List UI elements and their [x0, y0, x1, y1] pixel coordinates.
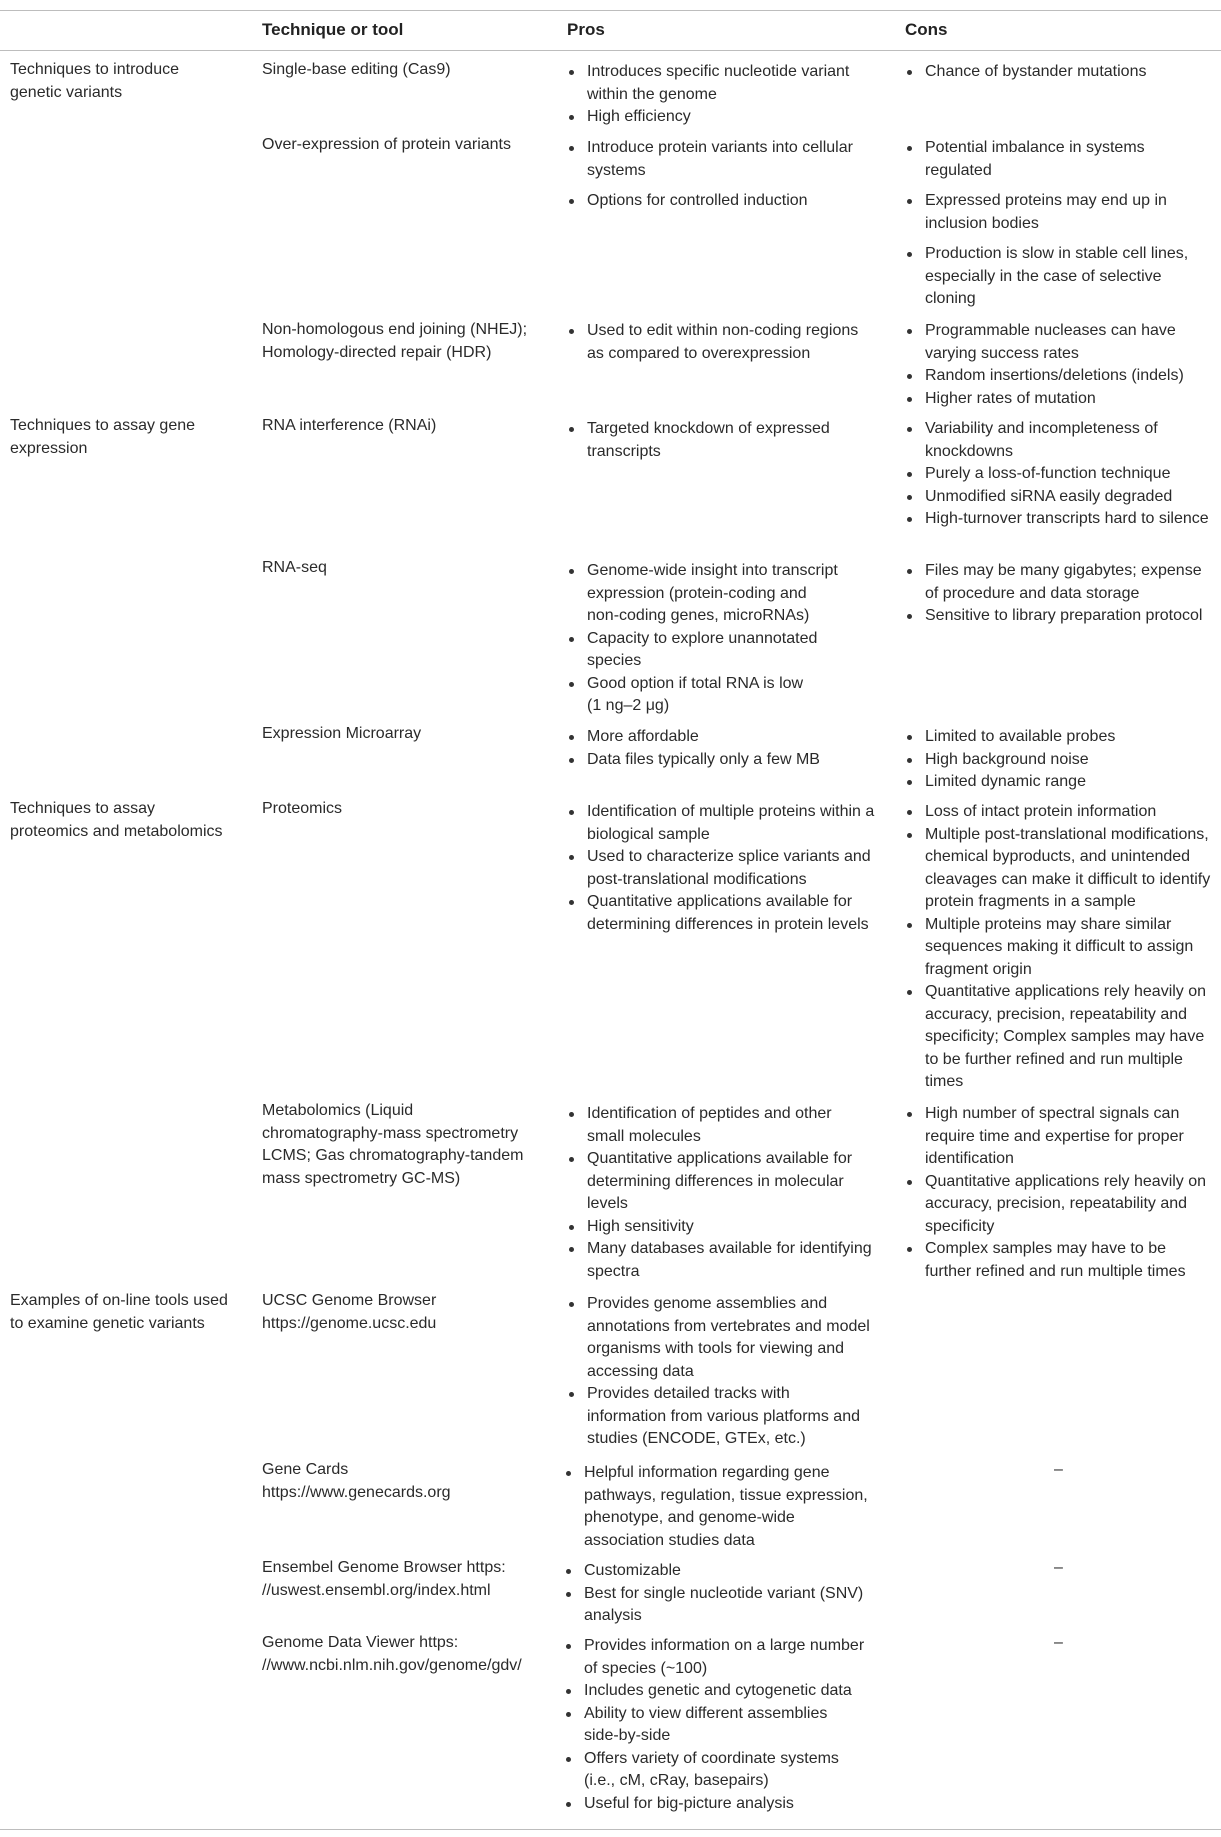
- pros-item: Data files typically only a few MB: [567, 749, 895, 772]
- pros-list: [567, 320, 895, 365]
- pros-list: [567, 1103, 895, 1283]
- table-top-rule: [0, 10, 1221, 11]
- category-label: Techniques to assay gene expression: [10, 417, 196, 457]
- pros-item: Quantitative applications available for determining differences in molecular levels: [567, 1148, 895, 1216]
- tool-name: Expression Microarray: [262, 725, 422, 742]
- cons-item: Complex samples may have to be further refined and run multiple times: [905, 1238, 1221, 1283]
- cons-empty-dash: –: [1054, 1559, 1063, 1576]
- cons-item: Purely a loss-of-function technique: [905, 463, 1221, 486]
- tool-name: UCSC Genome Browser https://genome.ucsc.edu: [262, 1292, 437, 1332]
- pros-list: [567, 560, 895, 718]
- pros-item: Options for controlled induction: [567, 190, 895, 213]
- pros-item: High efficiency: [567, 106, 895, 129]
- pros-item: Used to edit within non-coding regions as compared to overexpression: [567, 320, 895, 365]
- tool-name: RNA interference (RNAi): [262, 417, 437, 434]
- pros-item: Genome-wide insight into transcript expression (protein-coding and non-coding genes, microRNAs): [567, 560, 895, 628]
- tool-name: Genome Data Viewer https: //www.ncbi.nlm.nih.gov/genome/gdv/: [262, 1634, 522, 1674]
- tool-name: Gene Cards https://www.genecards.org: [262, 1461, 451, 1501]
- cons-item: Production is slow in stable cell lines, especially in the case of selective cloning: [905, 243, 1221, 311]
- category-label: Techniques to assay proteomics and metabolomics: [10, 800, 223, 840]
- pros-list: [567, 137, 895, 213]
- tool-name: Ensembel Genome Browser https: //uswest.ensembl.org/index.html: [262, 1559, 506, 1599]
- cons-item: Variability and incompleteness of knockdowns: [905, 418, 1221, 463]
- pros-item: Used to characterize splice variants and post-translational modifications: [567, 846, 895, 891]
- cons-item: High number of spectral signals can require time and expertise for proper identification: [905, 1103, 1221, 1171]
- cons-item: Quantitative applications rely heavily on accuracy, precision, repeatability and specificity: [905, 1171, 1221, 1239]
- pros-item: Identification of peptides and other small molecules: [567, 1103, 895, 1148]
- cons-list: [905, 418, 1221, 531]
- cons-item: Unmodified siRNA easily degraded: [905, 486, 1221, 509]
- pros-item: Many databases available for identifying spectra: [567, 1238, 895, 1283]
- pros-item: Provides information on a large number of species (~100): [564, 1635, 895, 1680]
- cons-item: Loss of intact protein information: [905, 801, 1221, 824]
- cons-item: Potential imbalance in systems regulated: [905, 137, 1221, 182]
- cons-list: [905, 137, 1221, 311]
- pros-list: [564, 1462, 895, 1552]
- pros-item: Helpful information regarding gene pathways, regulation, tissue expression, phenotype, and genome-wide association studies data: [564, 1462, 895, 1552]
- pros-list: [564, 1560, 895, 1628]
- pros-list: [567, 418, 895, 463]
- header-cons: Cons: [905, 20, 948, 39]
- cons-list: [905, 1103, 1221, 1283]
- cons-list: [905, 801, 1221, 1094]
- cons-item: Programmable nucleases can have varying success rates: [905, 320, 1221, 365]
- pros-item: Introduces specific nucleotide variant within the genome: [567, 61, 895, 106]
- table-bottom-rule: [0, 1829, 1221, 1830]
- pros-item: More affordable: [567, 726, 895, 749]
- cons-empty-dash: –: [1054, 1634, 1063, 1651]
- tool-name: Over-expression of protein variants: [262, 136, 511, 153]
- pros-list: [567, 1293, 895, 1451]
- cons-item: Sensitive to library preparation protocol: [905, 605, 1221, 628]
- header-pros: Pros: [567, 20, 605, 39]
- pros-item: Quantitative applications available for determining differences in protein levels: [567, 891, 895, 936]
- pros-item: Identification of multiple proteins within a biological sample: [567, 801, 895, 846]
- pros-item: Best for single nucleotide variant (SNV) analysis: [564, 1583, 895, 1628]
- cons-list: [905, 320, 1221, 410]
- pros-item: Introduce protein variants into cellular systems: [567, 137, 895, 182]
- pros-item: Includes genetic and cytogenetic data: [564, 1680, 895, 1703]
- pros-list: [567, 801, 895, 936]
- pros-list: [567, 61, 895, 129]
- category-label: Techniques to introduce genetic variants: [10, 61, 179, 101]
- cons-item: Files may be many gigabytes; expense of procedure and data storage: [905, 560, 1221, 605]
- pros-list: [564, 1635, 895, 1815]
- tool-name: Proteomics: [262, 800, 343, 817]
- cons-empty-dash: –: [1054, 1461, 1063, 1478]
- pros-item: Targeted knockdown of expressed transcripts: [567, 418, 895, 463]
- cons-item: Quantitative applications rely heavily on accuracy, precision, repeatability and specificity; Complex samples may have to be further refined and run multiple times: [905, 981, 1221, 1094]
- cons-item: Multiple proteins may share similar sequences making it difficult to assign fragment origin: [905, 914, 1221, 982]
- header-technique: Technique or tool: [262, 20, 404, 39]
- cons-list: [905, 560, 1221, 628]
- pros-item: High sensitivity: [567, 1216, 895, 1239]
- tool-name: Single-base editing (Cas9): [262, 61, 451, 78]
- cons-item: Chance of bystander mutations: [905, 61, 1221, 84]
- cons-list: [905, 61, 1221, 84]
- cons-item: Limited to available probes: [905, 726, 1221, 749]
- pros-item: Provides detailed tracks with information from various platforms and studies (ENCODE, GTEx, etc.): [567, 1383, 895, 1451]
- cons-item: Limited dynamic range: [905, 771, 1221, 794]
- pros-item: Provides genome assemblies and annotations from vertebrates and model organisms with tools for viewing and accessing data: [567, 1293, 895, 1383]
- category-label: Examples of on-line tools used to examine genetic variants: [10, 1292, 228, 1332]
- tool-name: Metabolomics (Liquid chromatography-mass spectrometry LCMS; Gas chromatography-tandem mass spectrometry GC-MS): [262, 1102, 524, 1187]
- cons-item: Multiple post-translational modifications, chemical byproducts, and unintended cleavages can make it difficult to identify protein fragments in a sample: [905, 824, 1221, 914]
- cons-item: High background noise: [905, 749, 1221, 772]
- cons-item: Expressed proteins may end up in inclusion bodies: [905, 190, 1221, 235]
- tool-name: RNA-seq: [262, 559, 327, 576]
- pros-item: Capacity to explore unannotated species: [567, 628, 895, 673]
- pros-list: [567, 726, 895, 771]
- header-bottom-rule: [0, 50, 1221, 51]
- pros-item: Offers variety of coordinate systems (i.e., cM, cRay, basepairs): [564, 1748, 895, 1793]
- pros-item: Good option if total RNA is low (1 ng–2 μg): [567, 673, 895, 718]
- pros-item: Useful for big-picture analysis: [564, 1793, 895, 1816]
- cons-item: Higher rates of mutation: [905, 388, 1221, 411]
- cons-item: Random insertions/deletions (indels): [905, 365, 1221, 388]
- cons-item: High-turnover transcripts hard to silence: [905, 508, 1221, 531]
- pros-item: Customizable: [564, 1560, 895, 1583]
- cons-list: [905, 726, 1221, 794]
- tool-name: Non-homologous end joining (NHEJ); Homology-directed repair (HDR): [262, 321, 528, 361]
- pros-item: Ability to view different assemblies side-by-side: [564, 1703, 895, 1748]
